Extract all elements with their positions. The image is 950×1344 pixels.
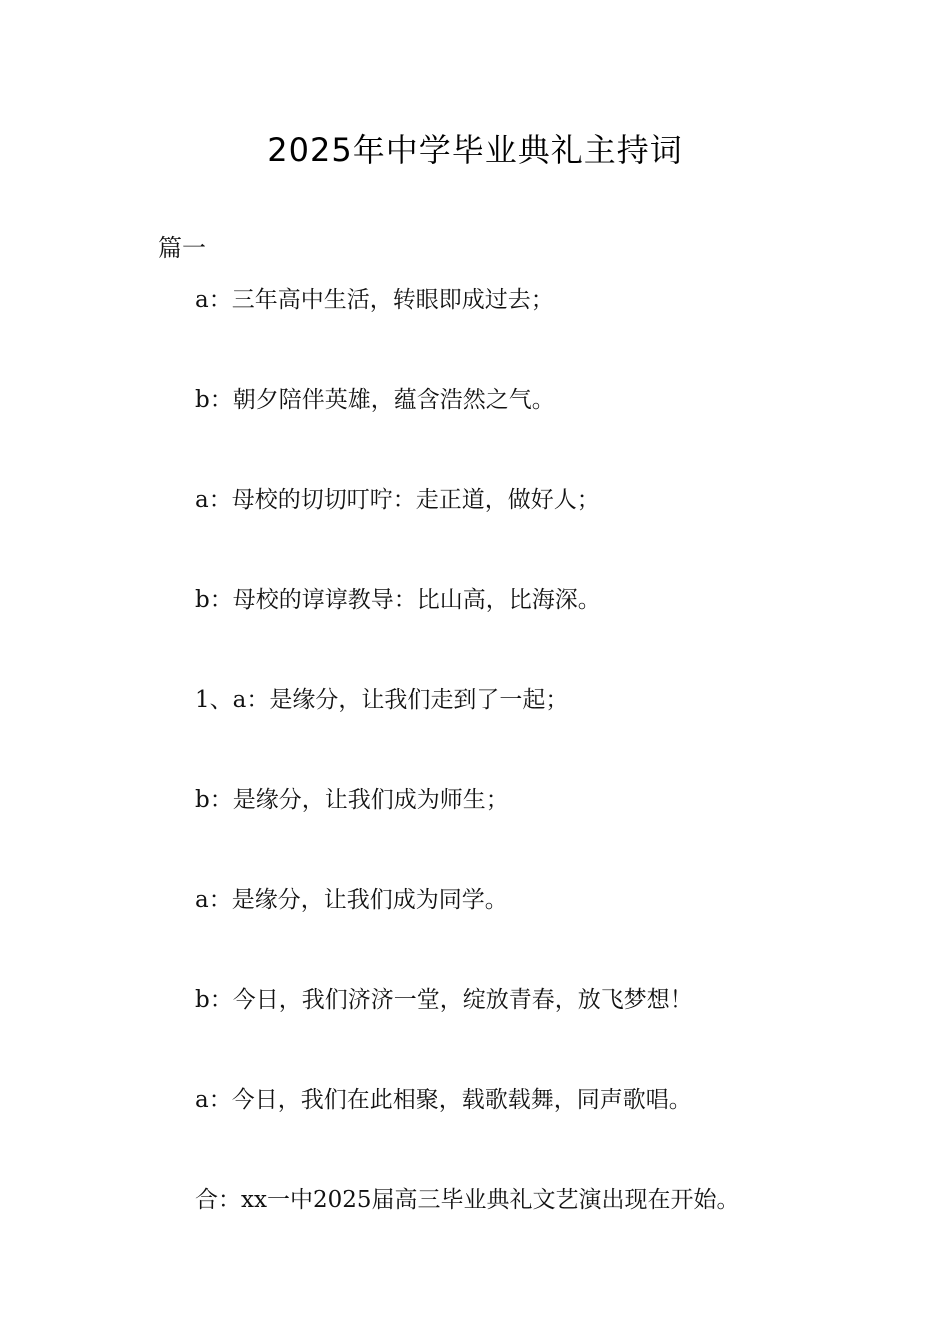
- section-heading: 篇一: [158, 234, 206, 262]
- script-line: 1、a：是缘分，让我们走到了一起；: [195, 687, 569, 713]
- script-line: a：母校的切切叮咛：走正道，做好人；: [195, 487, 600, 513]
- script-line: b：今日，我们济济一堂，绽放青春，放飞梦想！: [195, 987, 693, 1013]
- script-line: a：今日，我们在此相聚，载歌载舞，同声歌唱。: [195, 1087, 692, 1113]
- document-title: 2025年中学毕业典礼主持词: [267, 131, 683, 169]
- script-line: b：母校的谆谆教导：比山高，比海深。: [195, 587, 601, 613]
- script-line: b：是缘分，让我们成为师生；: [195, 787, 509, 813]
- script-line: a：三年高中生活，转眼即成过去；: [195, 287, 554, 313]
- script-lines: [195, 282, 895, 1282]
- script-line: a：是缘分，让我们成为同学。: [195, 887, 508, 913]
- script-line: 合：xx一中2025届高三毕业典礼文艺演出现在开始。: [195, 1187, 740, 1213]
- script-line: b：朝夕陪伴英雄，蕴含浩然之气。: [195, 387, 555, 413]
